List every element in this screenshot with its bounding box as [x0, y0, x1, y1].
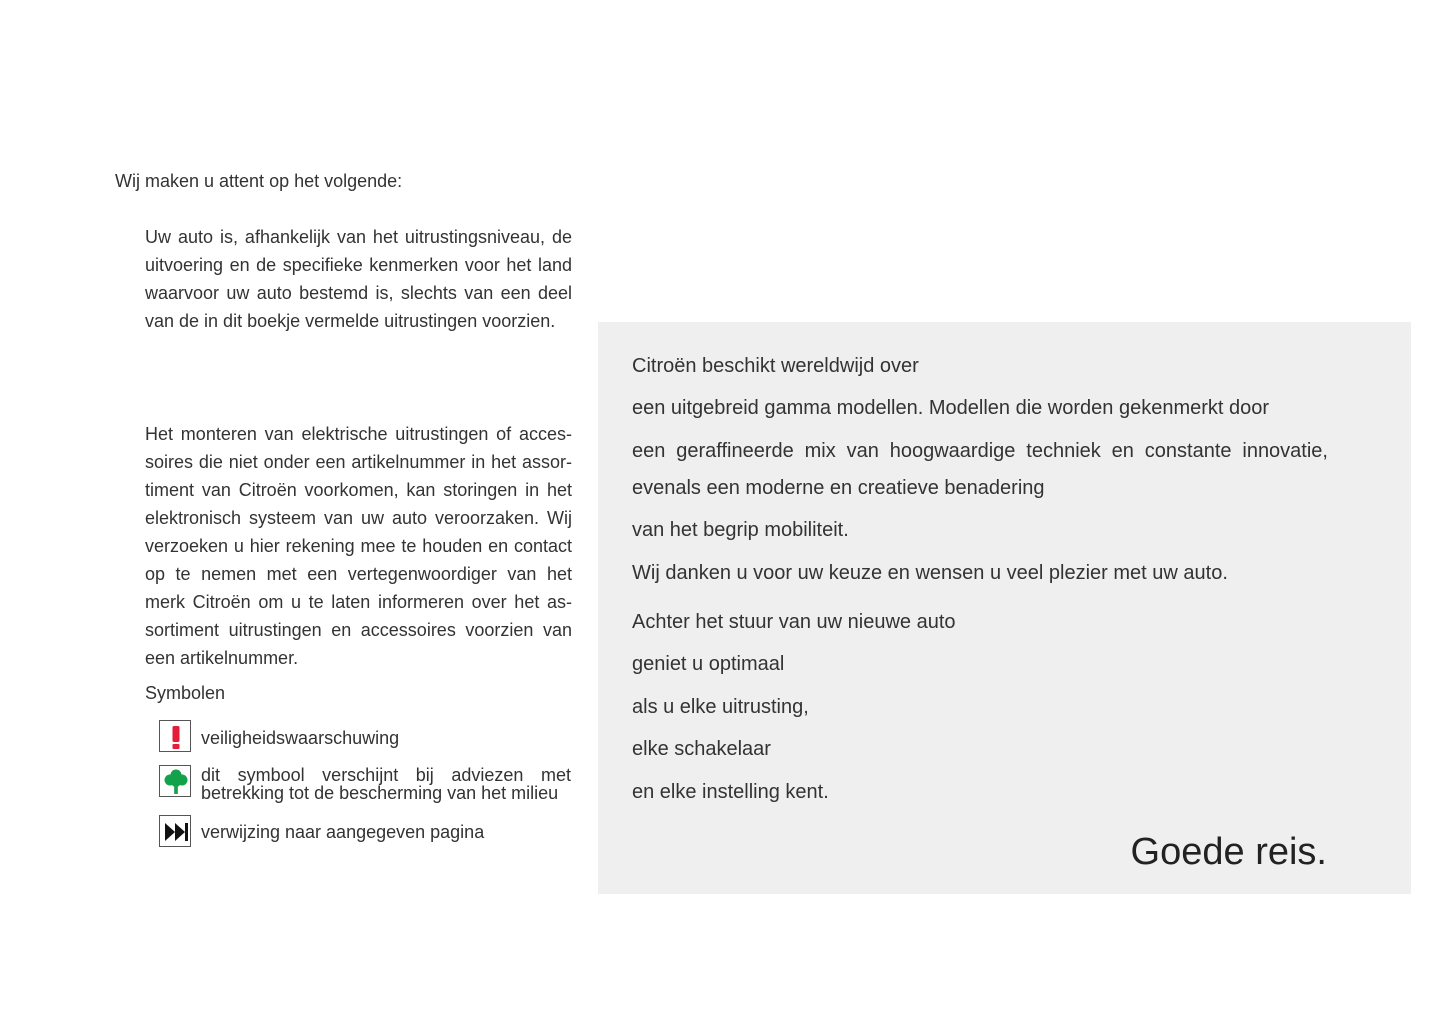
accessories-warning-paragraph: Het monteren van elektrische uitrustingen of accessoires die niet onder een artikelnummer in het assortiment van Citroën voorkomen, kan storingen in het elektronisch systeem van uw auto veroorzaken. Wij verzoeken u hier rekening mee te houden en contact op te nemen met een vertegenwoordiger van het merk Citroën om u te laten informeren over het assortiment uitrustingen en accessoires voorzien van een artikelnummer. [145, 424, 572, 668]
panel-line: Citroën beschikt wereldwijd over [632, 355, 919, 377]
panel-line: een geraffineerde mix van hoogwaardige techniek en constante innovatie, [632, 440, 1328, 462]
symbol-label: veiligheidswaarschuwing [201, 728, 400, 748]
closing-greeting: Goede reis. [1130, 831, 1327, 873]
panel-line: Wij danken u voor uw keuze en wensen u veel plezier met uw auto. [632, 562, 1228, 584]
panel-line: en elke instelling kent. [632, 781, 829, 803]
symbols-heading: Symbolen [145, 683, 226, 703]
symbol-label-line2: betrekking tot de bescherming van het milieu [201, 783, 559, 803]
symbol-label [201, 766, 571, 802]
panel-line: evenals een moderne en creatieve benadering [632, 477, 1045, 499]
intro-text: Wij maken u attent op het volgende: [115, 171, 403, 191]
welcome-panel [598, 322, 1411, 894]
panel-line: van het begrip mobiliteit. [632, 519, 849, 541]
symbol-label: verwijzing naar aangegeven pagina [201, 822, 485, 842]
tree-icon [159, 765, 191, 797]
panel-line: een uitgebreid gamma modellen. Modellen die worden gekenmerkt door [632, 397, 1270, 419]
panel-line: geniet u optimaal [632, 653, 785, 675]
panel-line: Achter het stuur van uw nieuwe auto [632, 611, 956, 633]
fast-forward-icon [159, 815, 191, 847]
equipment-notice-paragraph: Uw auto is, afhankelijk van het uitrustingsniveau, de uitvoering en de specifieke kenmerken voor het land waarvoor uw auto bestemd is, slechts van een deel van de in dit boekje vermelde uitrustingen voorzien. [145, 227, 572, 331]
panel-line: als u elke uitrusting, [632, 696, 809, 718]
symbol-label-line1: dit symbool verschijnt bij adviezen met [201, 765, 571, 785]
panel-line: elke schakelaar [632, 738, 771, 760]
exclamation-icon [159, 720, 191, 752]
